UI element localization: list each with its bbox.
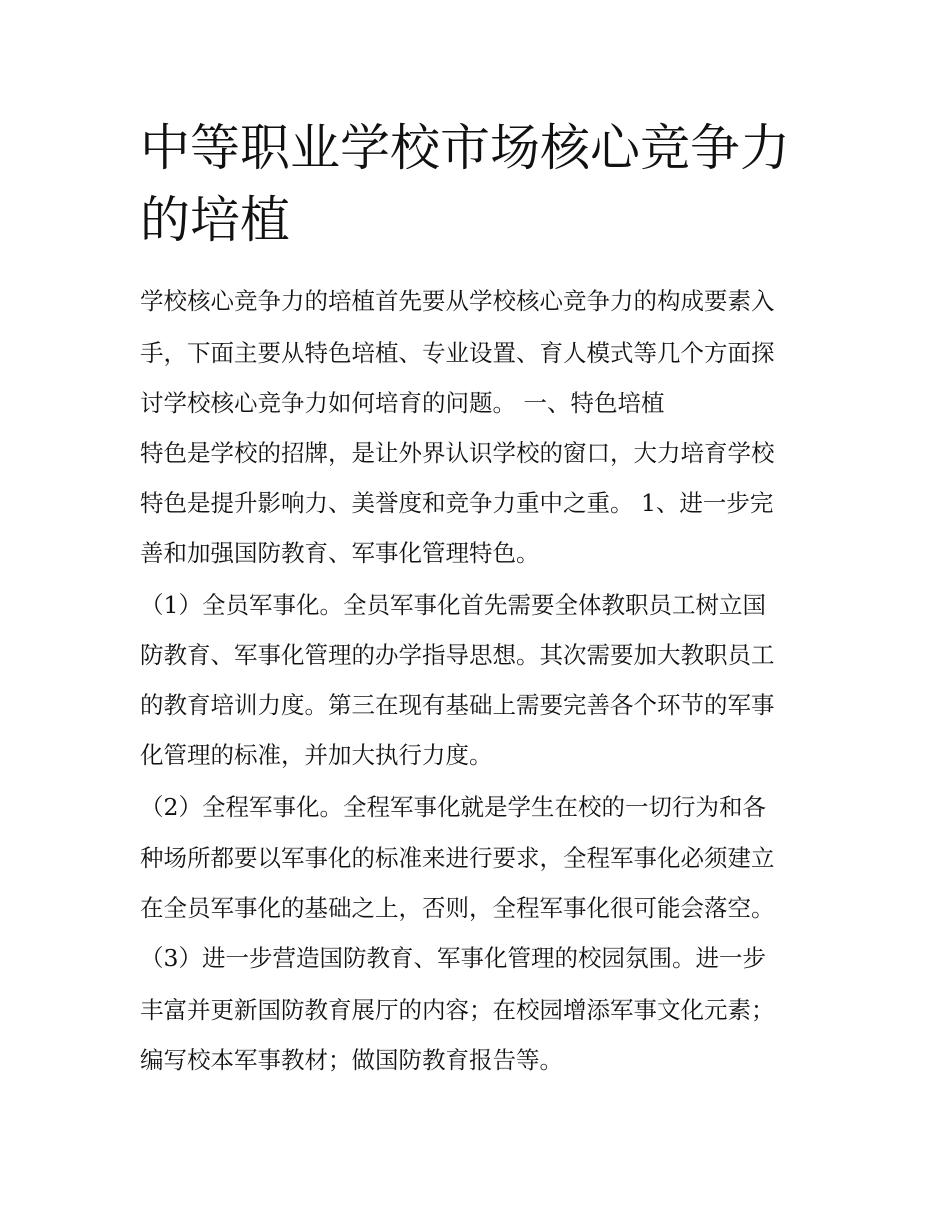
body-line: 特色是提升影响力、美誉度和竞争力重中之重。 1、进一步完 xyxy=(140,489,774,517)
body-line: 在全员军事化的基础之上，否则，全程军事化很可能会落空。 xyxy=(140,894,775,922)
body-line: 学校核心竞争力的培植首先要从学校核心竞争力的构成要素入 xyxy=(140,287,775,315)
body-line: 讨学校核心竞争力如何培育的问题。 一、特色培植 xyxy=(140,389,665,417)
body-line: 手，下面主要从特色培植、专业设置、育人模式等几个方面探 xyxy=(140,339,775,367)
body-line: （2）全程军事化。全程军事化就是学生在校的一切行为和各 xyxy=(140,793,766,821)
body-line: （3）进一步营造国防教育、军事化管理的校园氛围。进一步 xyxy=(140,944,766,972)
body-line: 防教育、军事化管理的办学指导思想。其次需要加大教职员工 xyxy=(140,641,775,669)
body-line: （1）全员军事化。全员军事化首先需要全体教职员工树立国 xyxy=(140,591,766,619)
body-line: 的教育培训力度。第三在现有基础上需要完善各个环节的军事 xyxy=(140,691,775,719)
body-line: 善和加强国防教育、军事化管理特色。 xyxy=(140,539,540,567)
body-line: 种场所都要以军事化的标准来进行要求，全程军事化必须建立 xyxy=(140,844,775,872)
body-line: 编写校本军事教材；做国防教育报告等。 xyxy=(140,1046,563,1074)
document-title: 中等职业学校市场核心竞争力的培植 xyxy=(140,119,790,249)
body-line: 丰富并更新国防教育展厅的内容；在校园增添军事文化元素； xyxy=(140,996,775,1024)
body-line: 化管理的标准，并加大执行力度。 xyxy=(140,741,493,769)
body-line: 特色是学校的招牌，是让外界认识学校的窗口，大力培育学校 xyxy=(140,439,775,467)
